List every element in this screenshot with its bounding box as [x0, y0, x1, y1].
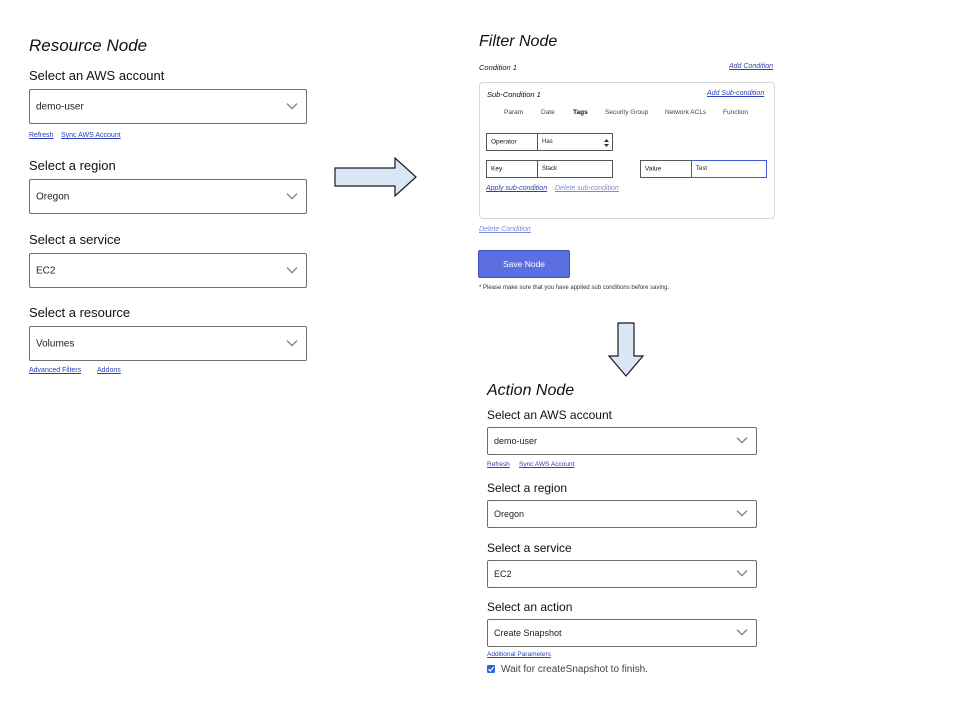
delete-condition-link[interactable]: Delete Condition [479, 226, 531, 233]
action-sync-account-link[interactable]: Sync AWS Account [519, 461, 575, 468]
addons-link[interactable]: Addons [97, 367, 121, 374]
resource-resource-value: Volumes [36, 338, 75, 349]
action-region-label: Select a region [487, 481, 568, 495]
action-service-select[interactable] [487, 560, 757, 588]
resource-service-label: Select a service [29, 232, 121, 247]
tab-param[interactable]: Param [504, 109, 524, 116]
resource-account-label: Select an AWS account [29, 68, 165, 83]
action-account-value: demo-user [494, 436, 538, 446]
action-region-value: Oregon [494, 509, 525, 519]
action-refresh-link[interactable]: Refresh [487, 461, 510, 468]
operator-field[interactable] [486, 133, 613, 151]
advanced-filters-link[interactable]: Advanced Filters [29, 367, 82, 374]
wait-checkbox[interactable] [487, 665, 495, 673]
key-field[interactable] [486, 160, 613, 178]
resource-region-value: Oregon [36, 191, 70, 202]
key-value: Stack [542, 166, 558, 172]
action-action-select[interactable] [487, 619, 757, 647]
resource-region-select[interactable] [29, 179, 307, 214]
operator-value: Has [542, 139, 553, 145]
chevron-down-icon [736, 570, 748, 578]
condition-label: Condition 1 [479, 63, 517, 72]
resource-node-title: Resource Node [29, 36, 148, 55]
chevron-down-icon [286, 266, 298, 274]
resource-resource-select[interactable] [29, 326, 307, 361]
key-label: Key [491, 165, 503, 173]
add-subcondition-link[interactable]: Add Sub-condition [707, 90, 765, 97]
action-account-label: Select an AWS account [487, 408, 612, 422]
value-field[interactable] [640, 160, 767, 178]
save-node-button[interactable]: Save Node [478, 250, 570, 278]
checkmark-icon [487, 665, 495, 673]
save-note: * Please make sure that you have applied sub conditions before saving. [479, 285, 670, 291]
resource-service-select[interactable] [29, 253, 307, 288]
action-region-select[interactable] [487, 500, 757, 528]
chevron-down-icon [736, 437, 748, 445]
resource-resource-label: Select a resource [29, 305, 131, 320]
action-node-title: Action Node [487, 382, 575, 399]
wait-checkbox-label: Wait for createSnapshot to finish. [501, 664, 648, 675]
action-account-select[interactable] [487, 427, 757, 455]
resource-refresh-link[interactable]: Refresh [29, 132, 54, 139]
delete-subcondition-link[interactable]: Delete sub-condition [555, 185, 619, 192]
value-label: Value [645, 165, 662, 173]
action-action-label: Select an action [487, 600, 573, 614]
resource-account-select[interactable] [29, 89, 307, 124]
select-updown-icon [604, 139, 609, 147]
tab-date[interactable]: Date [541, 109, 555, 116]
down-arrow-icon [607, 322, 645, 378]
chevron-down-icon [286, 339, 298, 347]
add-condition-link[interactable]: Add Condition [729, 63, 773, 70]
chevron-down-icon [286, 192, 298, 200]
tab-function[interactable]: Function [723, 109, 748, 116]
action-action-value: Create Snapshot [494, 628, 562, 638]
apply-subcondition-link[interactable]: Apply sub-condition [486, 185, 548, 192]
action-service-value: EC2 [494, 569, 512, 579]
resource-service-value: EC2 [36, 265, 56, 276]
resource-sync-account-link[interactable]: Sync AWS Account [61, 132, 121, 139]
resource-account-value: demo-user [36, 101, 84, 112]
filter-node-title: Filter Node [479, 33, 558, 50]
value-value: Test [696, 166, 708, 172]
tab-security-group[interactable]: Security Group [605, 109, 649, 116]
tab-tags[interactable]: Tags [573, 109, 588, 116]
tab-network-acls[interactable]: Network ACLs [665, 109, 707, 116]
action-service-label: Select a service [487, 541, 572, 555]
chevron-down-icon [286, 102, 298, 110]
chevron-down-icon [736, 629, 748, 637]
subcondition-label: Sub-Condition 1 [487, 90, 541, 99]
right-arrow-icon [334, 157, 418, 197]
additional-parameters-link[interactable]: Additional Parameters [487, 651, 551, 658]
resource-region-label: Select a region [29, 158, 116, 173]
operator-label: Operator [491, 138, 517, 146]
chevron-down-icon [736, 510, 748, 518]
